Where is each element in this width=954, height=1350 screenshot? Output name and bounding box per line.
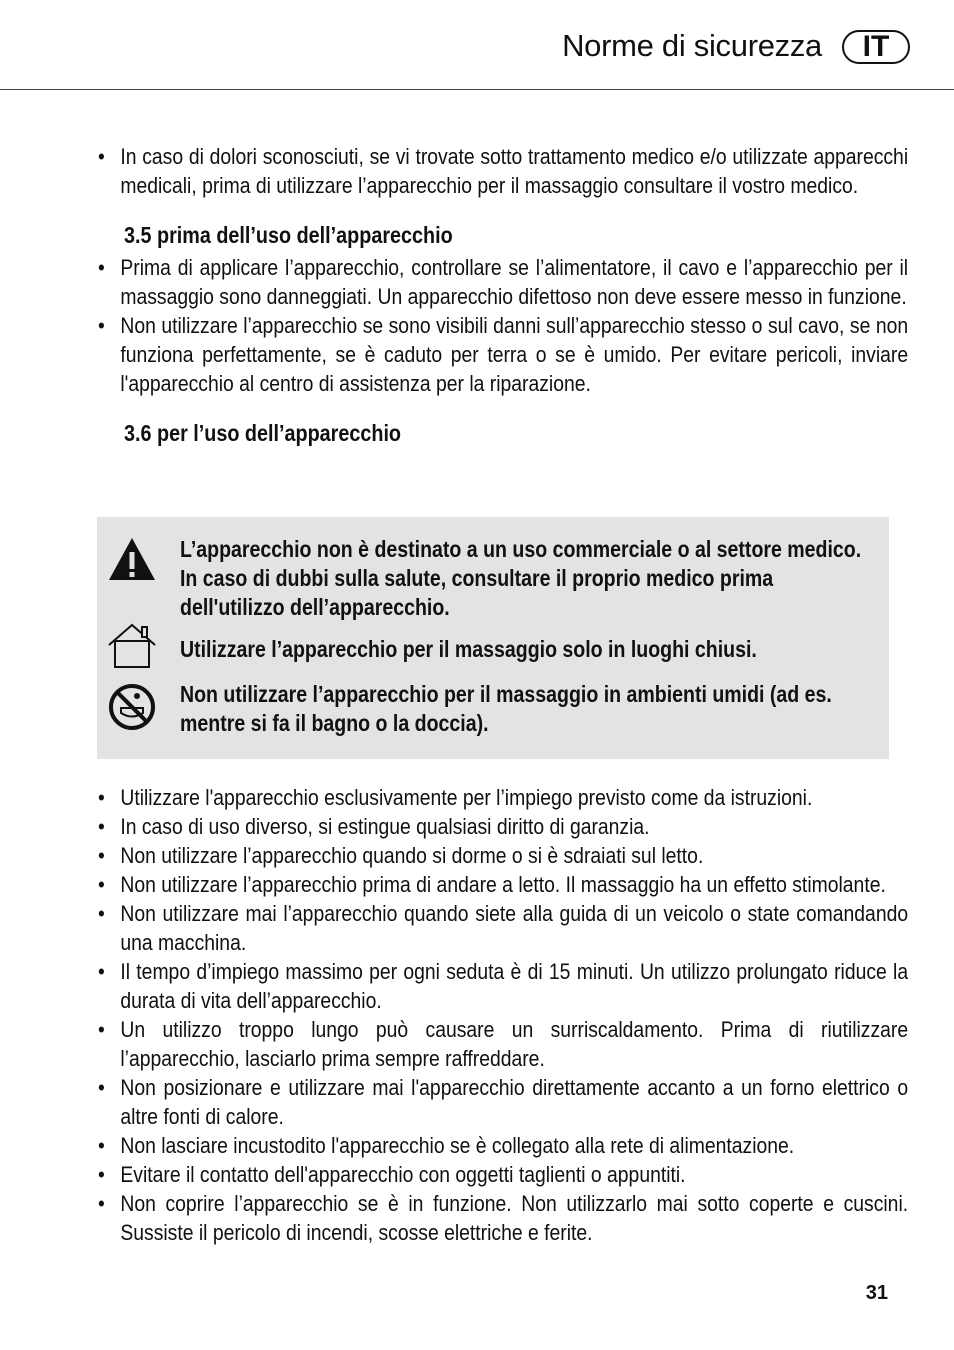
list-item: • Non coprire l’apparecchio se è in funzione. Non utilizzarlo mai sotto coperte e cuscini. Sussiste il pericolo di incendi, scosse elettriche e ferite. — [98, 1189, 908, 1247]
page-title: Norme di sicurezza — [562, 28, 822, 63]
list-item: • Il tempo d’impiego massimo per ogni seduta è di 15 minuti. Un utilizzo prolungato riduce la durata di vita dell’apparecchio. — [98, 957, 908, 1015]
section-heading-3-6: 3.6 per l’uso dell’apparecchio — [124, 420, 402, 446]
list-item: • Non posizionare e utilizzare mai l'apparecchio direttamente accanto a un forno elettrico o altre fonti di calore. — [98, 1073, 908, 1131]
intro-list — [98, 142, 909, 200]
warning-text: L’apparecchio non è destinato a un uso commerciale o al settore medico. In caso di dubbi sulla salute, consultare il proprio medico prima dell'utilizzo dell’apparecchio. — [180, 536, 862, 620]
list-item: • Prima di applicare l’apparecchio, controllare se l’alimentatore, il cavo e l’apparecchio per il massaggio sono danneggiati. Un apparecchio difettoso non deve essere messo in funzione. — [98, 253, 908, 311]
section-3-5-list — [98, 253, 909, 398]
warning-text: Non utilizzare l’apparecchio per il massaggio in ambienti umidi (ad es. mentre si fa il bagno o la doccia). — [180, 681, 832, 736]
page-number: 31 — [865, 1282, 888, 1304]
warning-box — [97, 517, 889, 759]
list-item: • Non utilizzare l’apparecchio se sono visibili danni sull’apparecchio stesso o sul cavo, se non funziona perfettamente, se è caduto per terra o se è umido. Per evitare pericoli, inviare l'apparecchio al centro di assistenza per la riparazione. — [98, 311, 908, 398]
warning-triangle-icon — [107, 535, 157, 585]
list-item: • In caso di uso diverso, si estingue qualsiasi diritto di garanzia. — [98, 812, 908, 841]
main-content — [98, 142, 909, 451]
list-item: • Utilizzare l'apparecchio esclusivamente per l’impiego previsto come da istruzioni. — [98, 783, 908, 812]
language-badge: IT — [842, 30, 910, 64]
list-item: • In caso di dolori sconosciuti, se vi trovate sotto trattamento medico e/o utilizzate apparecchi medicali, prima di utilizzare l’apparecchio per il massaggio consultare il vostro medico. — [98, 142, 908, 200]
header-divider — [0, 89, 954, 90]
list-item: • Evitare il contatto dell'apparecchio con oggetti taglienti o appuntiti. — [98, 1160, 908, 1189]
list-item: • Un utilizzo troppo lungo può causare un surriscaldamento. Prima di riutilizzare l’apparecchio, lasciarlo prima sempre raffreddare. — [98, 1015, 908, 1073]
list-item: • Non utilizzare l’apparecchio quando si dorme o si è sdraiati sul letto. — [98, 841, 908, 870]
section-3-6-list — [98, 783, 909, 1247]
no-shower-icon — [107, 682, 157, 732]
list-item: • Non utilizzare mai l’apparecchio quando siete alla guida di un veicolo o state comandando una macchina. — [98, 899, 908, 957]
section-heading-3-5: 3.5 prima dell’uso dell’apparecchio — [124, 222, 453, 248]
list-item: • Non lasciare incustodito l'apparecchio se è collegato alla rete di alimentazione. — [98, 1131, 908, 1160]
section-3-6-content — [98, 783, 909, 1247]
warning-text: Utilizzare l’apparecchio per il massaggio solo in luoghi chiusi. — [180, 636, 757, 662]
list-item: • Non utilizzare l’apparecchio prima di andare a letto. Il massaggio ha un effetto stimolante. — [98, 870, 908, 899]
house-icon — [107, 621, 157, 671]
